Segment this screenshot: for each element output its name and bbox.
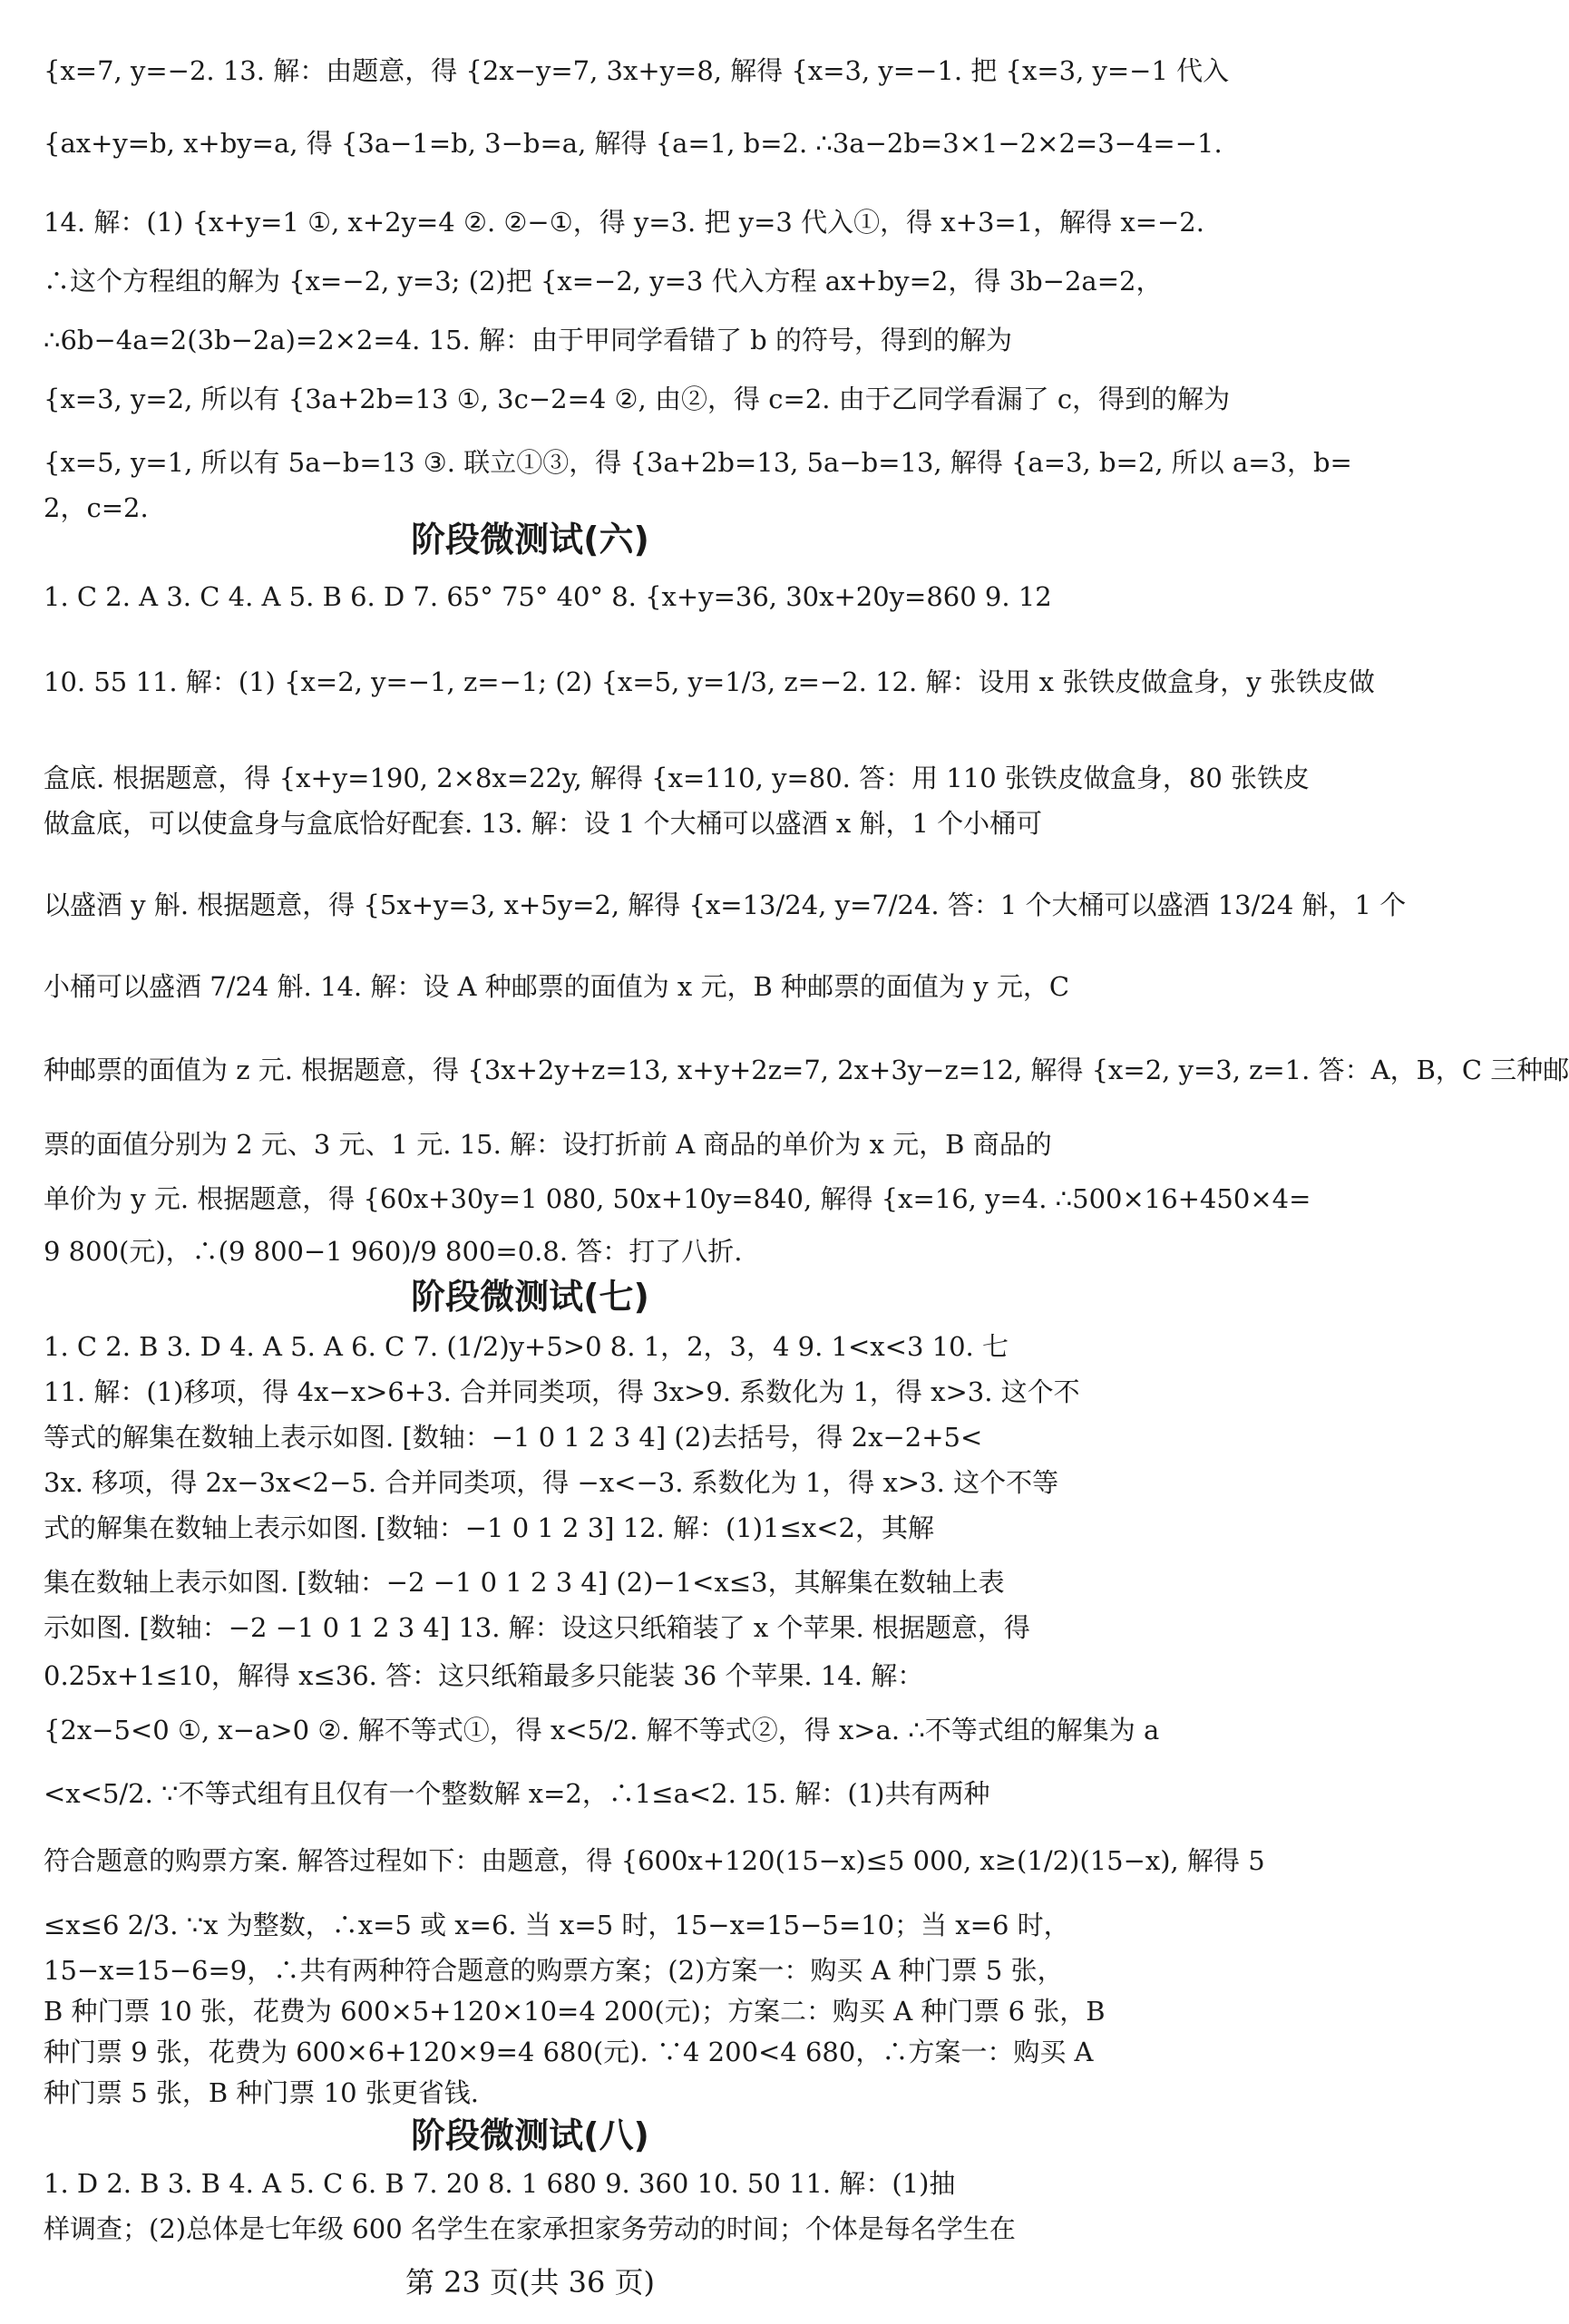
section-heading: 阶段微测试(七) <box>411 1277 649 1317</box>
text-line: 种门票 5 张，B 种门票 10 张更省钱. <box>44 2077 479 2108</box>
text-line: 0.25x+1≤10，解得 x≤36. 答：这只纸箱最多只能装 36 个苹果. 14. 解： <box>44 1660 924 1691</box>
section-heading: 阶段微测试(六) <box>411 520 649 559</box>
text-line: ∴6b−4a=2(3b−2a)=2×2=4. 15. 解：由于甲同学看错了 b 的符号，得到的解为 <box>44 325 1012 355</box>
text-line: 集在数轴上表示如图. [数轴：−2 −1 0 1 2 3 4] (2)−1<x≤3，其解集在数轴上表 <box>44 1567 1005 1598</box>
text-line: 种邮票的面值为 z 元. 根据题意，得 {3x+2y+z=13, x+y+2z=7, 2x+3y−z=12, 解得 {x=2, y=3, z=1. 答：A，B，C 三种邮 <box>44 1055 1569 1085</box>
text-line: 15−x=15−6=9，∴共有两种符合题意的购票方案；(2)方案一：购买 A 种门票 5 张， <box>44 1955 1064 1986</box>
text-line: 票的面值分别为 2 元、3 元、1 元. 15. 解：设打折前 A 商品的单价为 x 元，B 商品的 <box>44 1129 1052 1160</box>
text-line: 3x. 移项，得 2x−3x<2−5. 合并同类项，得 −x<−3. 系数化为 1，得 x>3. 这个不等 <box>44 1467 1059 1498</box>
text-line: ≤x≤6 2/3. ∵x 为整数，∴x=5 或 x=6. 当 x=5 时，15−x=15−5=10；当 x=6 时， <box>44 1910 1070 1940</box>
text-line: {x=3, y=2, 所以有 {3a+2b=13 ①, 3c−2=4 ②, 由②，得 c=2. 由于乙同学看漏了 c，得到的解为 <box>44 384 1231 414</box>
text-line: B 种门票 10 张，花费为 600×5+120×10=4 200(元)；方案二：购买 A 种门票 6 张，B <box>44 1996 1106 2027</box>
text-line: 小桶可以盛酒 7/24 斛. 14. 解：设 A 种邮票的面值为 x 元，B 种邮票的面值为 y 元，C <box>44 971 1070 1002</box>
text-line: {x=7, y=−2. 13. 解：由题意，得 {2x−y=7, 3x+y=8, 解得 {x=3, y=−1. 把 {x=3, y=−1 代入 <box>44 55 1230 86</box>
text-line: 9 800(元)，∴(9 800−1 960)/9 800=0.8. 答：打了八折. <box>44 1236 743 1267</box>
text-line: 等式的解集在数轴上表示如图. [数轴：−1 0 1 2 3 4] (2)去括号，得 2x−2+5< <box>44 1422 983 1453</box>
text-line: 盒底. 根据题意，得 {x+y=190, 2×8x=22y, 解得 {x=110, y=80. 答：用 110 张铁皮做盒身，80 张铁皮 <box>44 763 1310 793</box>
text-line: 1. D 2. B 3. B 4. A 5. C 6. B 7. 20 8. 1 680 9. 360 10. 50 11. 解：(1)抽 <box>44 2168 956 2199</box>
text-line: 1. C 2. B 3. D 4. A 5. A 6. C 7. (1/2)y+5>0 8. 1，2，3，4 9. 1<x<3 10. 七 <box>44 1331 1009 1362</box>
section-heading: 阶段微测试(八) <box>411 2115 649 2155</box>
text-line: {ax+y=b, x+by=a, 得 {3a−1=b, 3−b=a, 解得 {a=1, b=2. ∴3a−2b=3×1−2×2=3−4=−1. <box>44 128 1223 159</box>
text-line: 样调查；(2)总体是七年级 600 名学生在家承担家务劳动的时间；个体是每名学生在 <box>44 2213 1016 2244</box>
text-line: ∴这个方程组的解为 {x=−2, y=3; (2)把 {x=−2, y=3 代入方程 ax+by=2，得 3b−2a=2， <box>44 266 1163 297</box>
text-line: 2，c=2. <box>44 492 149 523</box>
text-line: 单价为 y 元. 根据题意，得 {60x+30y=1 080, 50x+10y=840, 解得 {x=16, y=4. ∴500×16+450×4= <box>44 1183 1311 1214</box>
text-line: {x=5, y=1, 所以有 5a−b=13 ③. 联立①③，得 {3a+2b=13, 5a−b=13, 解得 {a=3, b=2, 所以 a=3，b= <box>44 447 1352 478</box>
text-line: 做盒底，可以使盒身与盒底恰好配套. 13. 解：设 1 个大桶可以盛酒 x 斛，1 个小桶可 <box>44 808 1043 839</box>
text-line: 符合题意的购票方案. 解答过程如下：由题意，得 {600x+120(15−x)≤5 000, x≥(1/2)(15−x), 解得 5 <box>44 1845 1265 1876</box>
text-line: {2x−5<0 ①, x−a>0 ②. 解不等式①，得 x<5/2. 解不等式②，得 x>a. ∴不等式组的解集为 a <box>44 1715 1160 1745</box>
text-line: 种门票 9 张，花费为 600×6+120×9=4 680(元). ∵4 200<4 680，∴方案一：购买 A <box>44 2037 1094 2067</box>
text-line: <x<5/2. ∵不等式组有且仅有一个整数解 x=2，∴1≤a<2. 15. 解：(1)共有两种 <box>44 1778 990 1809</box>
text-line: 1. C 2. A 3. C 4. A 5. B 6. D 7. 65° 75° 40° 8. {x+y=36, 30x+20y=860 9. 12 <box>44 581 1052 612</box>
text-line: 14. 解：(1) {x+y=1 ①, x+2y=4 ②. ②−①，得 y=3. 把 y=3 代入①，得 x+3=1，解得 x=−2. <box>44 207 1204 238</box>
text-line: 以盛酒 y 斛. 根据题意，得 {5x+y=3, x+5y=2, 解得 {x=13/24, y=7/24. 答：1 个大桶可以盛酒 13/24 斛，1 个 <box>44 890 1407 920</box>
text-line: 式的解集在数轴上表示如图. [数轴：−1 0 1 2 3] 12. 解：(1)1≤x<2，其解 <box>44 1512 934 1543</box>
text-line: 11. 解：(1)移项，得 4x−x>6+3. 合并同类项，得 3x>9. 系数化为 1，得 x>3. 这个不 <box>44 1376 1080 1407</box>
text-line: 示如图. [数轴：−2 −1 0 1 2 3 4] 13. 解：设这只纸箱装了 x 个苹果. 根据题意，得 <box>44 1612 1030 1643</box>
text-line: 10. 55 11. 解：(1) {x=2, y=−1, z=−1; (2) {x=5, y=1/3, z=−2. 12. 解：设用 x 张铁皮做盒身，y 张铁皮做 <box>44 666 1375 697</box>
page-footer: 第 23 页(共 36 页) <box>404 2265 656 2300</box>
